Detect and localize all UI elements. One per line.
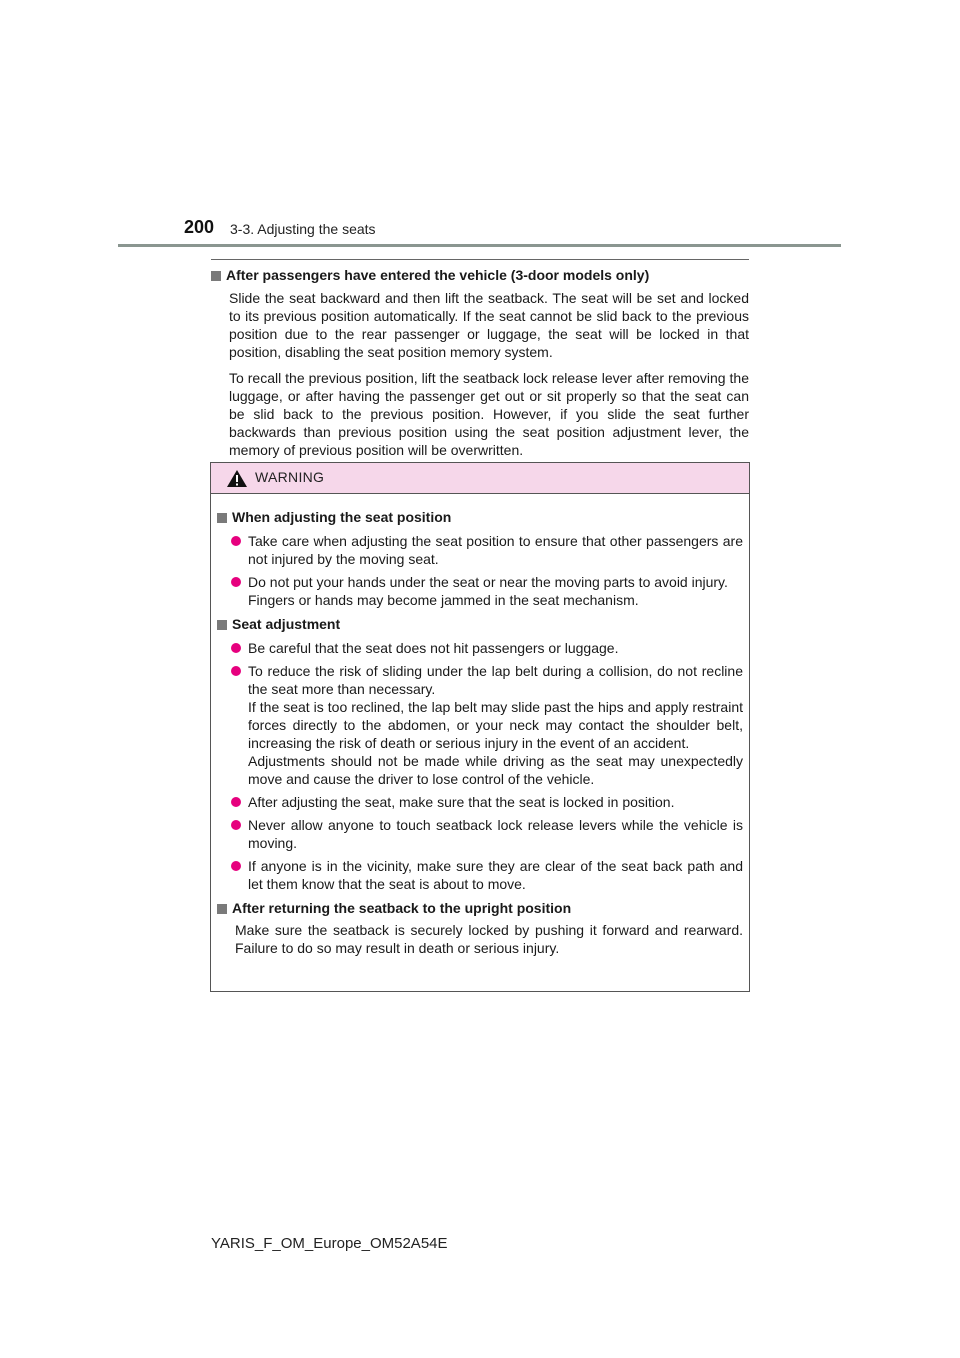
warning-section-heading [217, 615, 743, 634]
warning-label: WARNING [255, 469, 325, 485]
warning-section [217, 899, 743, 957]
intro-paragraph: Slide the seat backward and then lift the seatback. The seat will be set and locked to its previous position automatically. If the seat cannot be slid back to the previous position due to the rear passenger or luggage, the seat will be locked in that position, disabling the seat position memory system. [229, 290, 749, 360]
square-bullet-icon [217, 620, 227, 630]
warning-section [217, 615, 743, 893]
bullet-text: After adjusting the seat, make sure that the seat is locked in position. [248, 794, 675, 810]
bullet-text: Do not put your hands under the seat or near the moving parts to avoid injury. Fingers or hands may become jammed in the seat mechanism. [248, 574, 728, 608]
warning-triangle-icon [226, 469, 248, 488]
bullet-dot-icon [231, 666, 241, 676]
warning-section-heading-text: Seat adjustment [232, 616, 341, 632]
warning-section-heading [217, 899, 743, 918]
warning-bullet [217, 532, 743, 568]
warning-section-heading-text: When adjusting the seat position [232, 509, 452, 525]
warning-section-text: Make sure the seatback is securely locked by pushing it forward and rearward. Failure to do so may result in death or serious injury. [235, 922, 743, 956]
warning-bullet [217, 857, 743, 893]
warning-bullet [217, 816, 743, 852]
warning-bullet [217, 662, 743, 788]
square-bullet-icon [217, 513, 227, 523]
intro-section [211, 266, 749, 459]
bullet-dot-icon [231, 577, 241, 587]
square-bullet-icon [217, 904, 227, 914]
warning-box [210, 462, 750, 992]
bullet-text: Be careful that the seat does not hit passengers or luggage. [248, 640, 619, 656]
bullet-text: Take care when adjusting the seat position to ensure that other passengers are not injured by the moving seat. [248, 533, 743, 567]
footer-doc-id: YARIS_F_OM_Europe_OM52A54E [211, 1235, 448, 1252]
bullet-text: To reduce the risk of sliding under the lap belt during a collision, do not recline the seat more than necessary. If the seat is too reclined, the lap belt may slide past the hips and apply restraint forces directly to the abdomen, or your neck may contact the shoulder belt, increasing the risk of death or serious injury in the event of an accident. Adjustments should not be made while driving as the seat may unexpectedly move and cause the driver to lose control of the vehicle. [248, 663, 743, 787]
bullet-dot-icon [231, 861, 241, 871]
page-number: 200 [184, 217, 215, 237]
bullet-dot-icon [231, 643, 241, 653]
warning-section-heading [217, 508, 743, 527]
section-title: 3-3. Adjusting the seats [230, 221, 376, 237]
warning-bullet [217, 793, 743, 811]
intro-heading [211, 266, 749, 285]
warning-section-heading-text: After returning the seatback to the upright position [232, 900, 572, 916]
header-rule [118, 244, 841, 247]
bullet-text: If anyone is in the vicinity, make sure they are clear of the seat back path and let them know that the seat is about to move. [248, 858, 743, 892]
warning-header [211, 463, 749, 494]
warning-bullet [217, 639, 743, 657]
section-divider [211, 259, 749, 260]
bullet-dot-icon [231, 797, 241, 807]
square-bullet-icon [211, 271, 221, 281]
intro-heading-text: After passengers have entered the vehicle (3-door models only) [226, 267, 650, 283]
bullet-text: Never allow anyone to touch seatback lock release levers while the vehicle is moving. [248, 817, 743, 851]
warning-body [211, 494, 749, 957]
warning-bullet [217, 573, 743, 609]
intro-paragraph: To recall the previous position, lift the seatback lock release lever after removing the luggage, or after having the passenger get out or sit properly so that the seat can be slid back to the previous position. However, if you slide the seat further backwards than previous position using the seat position adjustment lever, the memory of previous position will be overwritten. [229, 370, 749, 458]
bullet-dot-icon [231, 536, 241, 546]
bullet-dot-icon [231, 820, 241, 830]
warning-section [217, 508, 743, 609]
